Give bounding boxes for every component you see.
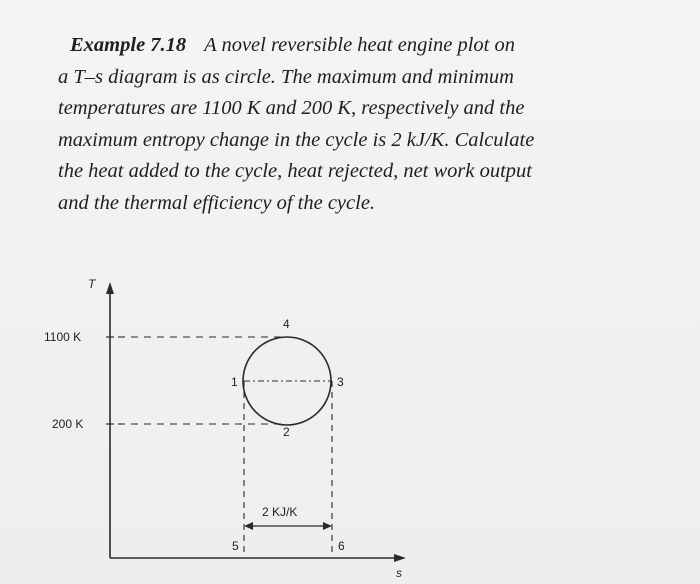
problem-line-2: a T–s diagram is as circle. The maximum and minimum xyxy=(58,65,514,88)
x-axis-label: s xyxy=(396,566,402,580)
entropy-change-label: 2 KJ/K xyxy=(262,505,298,519)
problem-line-3: temperatures are 1100 K and 200 K, respectively and the xyxy=(58,97,525,119)
entropy-change-arrow-left xyxy=(244,522,253,530)
point-label-1: 1 xyxy=(231,375,238,389)
problem-line-1-text: A novel reversible heat engine plot on xyxy=(204,34,516,56)
point-label-2: 2 xyxy=(283,425,290,439)
example-label: Example 7.18 xyxy=(70,34,187,56)
problem-line-4: maximum entropy change in the cycle is 2 kJ/K. Calculate xyxy=(58,128,535,151)
problem-statement xyxy=(58,30,668,219)
entropy-change-arrow-right xyxy=(323,522,332,530)
problem-line-1 xyxy=(58,30,668,62)
t-max-label: 1100 K xyxy=(44,330,82,344)
temperature-axis-arrow xyxy=(106,282,114,294)
y-axis-label: T xyxy=(88,277,96,291)
ts-diagram-figure xyxy=(0,270,700,584)
point-label-4: 4 xyxy=(283,317,290,331)
problem-line-6: and the thermal efficiency of the cycle. xyxy=(58,191,376,214)
t-min-label: 200 K xyxy=(52,417,84,431)
point-label-3: 3 xyxy=(337,375,344,389)
point-label-6: 6 xyxy=(338,539,345,553)
ts-diagram xyxy=(0,270,700,584)
point-label-5: 5 xyxy=(232,539,239,553)
problem-line-5: the heat added to the cycle, heat rejected, net work output xyxy=(58,160,533,182)
entropy-axis-arrow xyxy=(394,554,406,562)
